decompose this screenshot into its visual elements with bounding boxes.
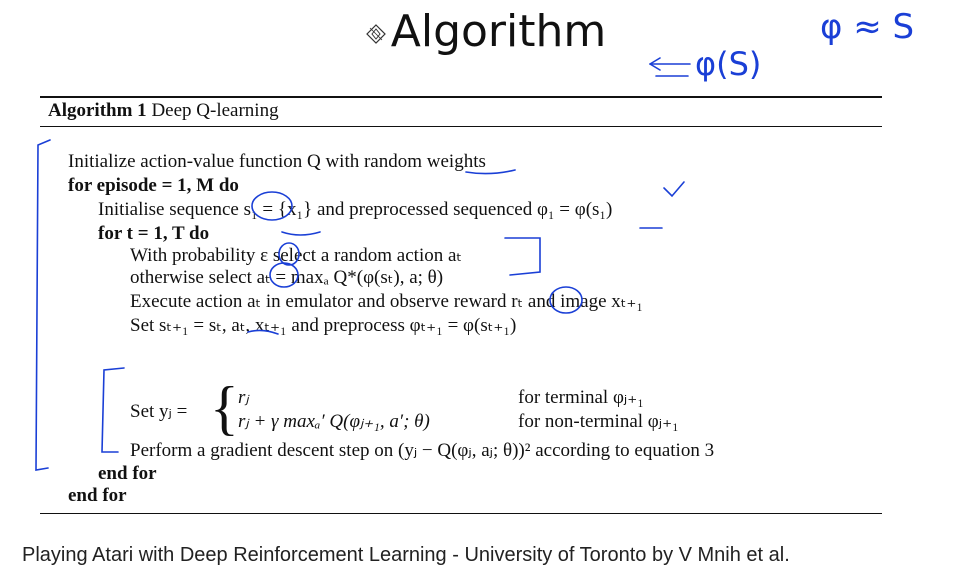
- algo-line-4: for t = 1, T do: [98, 223, 210, 244]
- algo-line-9: Perform a gradient descent step on (yⱼ − Q(φⱼ, aⱼ; θ))² according to equation 3: [130, 440, 715, 461]
- algorithm-box: [40, 96, 882, 515]
- algorithm-number: Algorithm 1: [48, 100, 147, 121]
- heading-rule: [40, 126, 882, 127]
- algorithm-name: Deep Q-learning: [146, 100, 279, 121]
- case-1-expr: rⱼ: [238, 387, 249, 408]
- algo-line-5: With probability ε select a random action aₜ: [130, 245, 463, 266]
- algo-line-3: Initialise sequence s₁ = {x₁} and preprocessed sequenced φ₁ = φ(s₁): [98, 199, 613, 220]
- slide-title-text: Algorithm: [390, 6, 607, 57]
- algo-line-2: for episode = 1, M do: [68, 175, 239, 196]
- algo-line-10: end for: [98, 463, 157, 484]
- algo-line-6: otherwise select aₜ = maxₐ Q*(φ(sₜ), a; θ): [130, 267, 444, 288]
- top-rule: [40, 96, 882, 98]
- algo-line-1: Initialize action-value function Q with random weights: [68, 151, 486, 172]
- case-2-expr: rⱼ + γ maxₐ′ Q(φⱼ₊₁, a′; θ): [238, 411, 430, 432]
- cases-brace: {: [210, 375, 239, 441]
- algo-line-8: Set sₜ₊₁ = sₜ, aₜ, xₜ₊₁ and preprocess φₜ₊₁ = φ(sₜ₊₁): [130, 315, 517, 336]
- bottom-rule: [40, 513, 882, 514]
- source-caption: Playing Atari with Deep Reinforcement Learning - University of Toronto by V Mnih et al.: [22, 544, 790, 566]
- case-1-cond: for terminal φⱼ₊₁: [518, 387, 644, 408]
- set-y-label: Set yⱼ =: [130, 401, 188, 422]
- slide-title: [0, 6, 971, 57]
- diamond-scribble-icon: [365, 23, 387, 45]
- case-2-cond: for non-terminal φⱼ₊₁: [518, 411, 679, 432]
- phi-equals-s-note: φ ≈ S: [820, 7, 915, 47]
- algorithm-heading: [48, 100, 279, 122]
- algo-line-7: Execute action aₜ in emulator and observe reward rₜ and image xₜ₊₁: [130, 291, 644, 312]
- algo-line-11: end for: [68, 485, 127, 506]
- phi-s-note: φ(S): [695, 45, 762, 83]
